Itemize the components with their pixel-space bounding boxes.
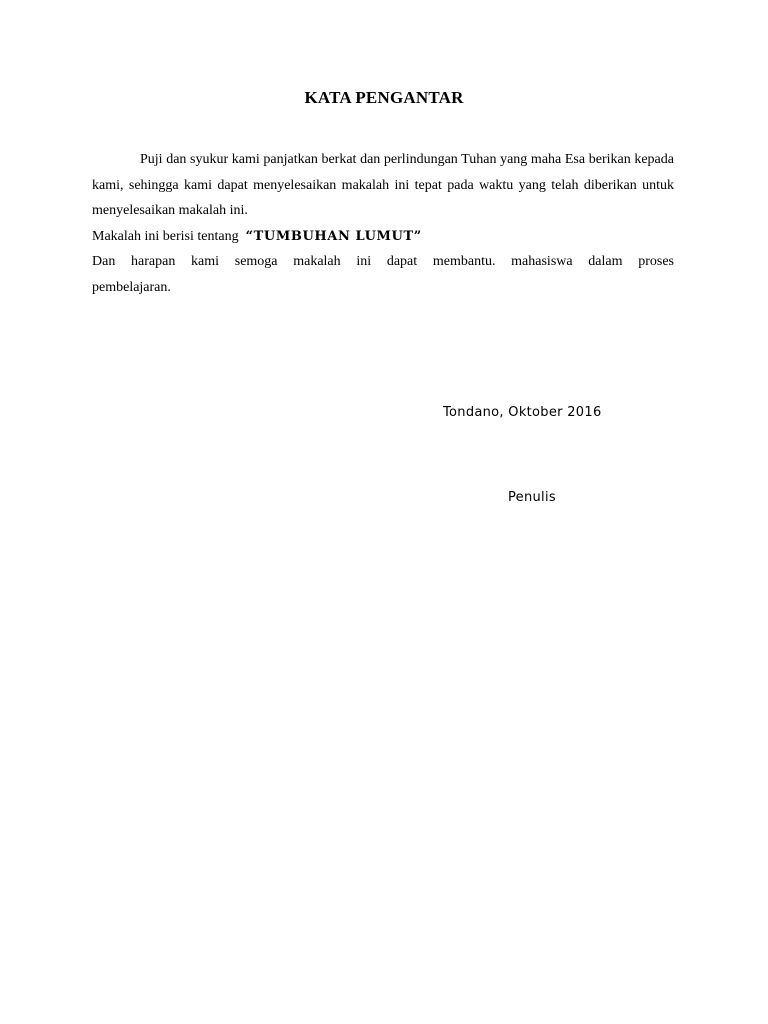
document-body [92,147,674,300]
document-title: KATA PENGANTAR [304,88,464,107]
topic-paragraph [92,224,674,250]
opening-paragraph: Puji dan syukur kami panjatkan berkat dan perlindungan Tuhan yang maha Esa berikan kepada kami, sehingga kami dapat menyelesaikan makalah ini tepat pada waktu yang telah diberikan untuk menyelesaikan makalah ini. [92,152,674,218]
topic-intro: Makalah ini berisi tentang [92,228,239,244]
place-and-date: Tondano, Oktober 2016 [443,405,602,420]
topic-title: “TUMBUHAN LUMUT” [245,228,422,244]
closing-paragraph-line-2: pembelajaran. [92,279,171,295]
closing-paragraph-line-1: Dan harapan kami semoga makalah ini dapat membantu. mahasiswa dalam proses [92,254,674,269]
author-signature: Penulis [508,490,556,505]
